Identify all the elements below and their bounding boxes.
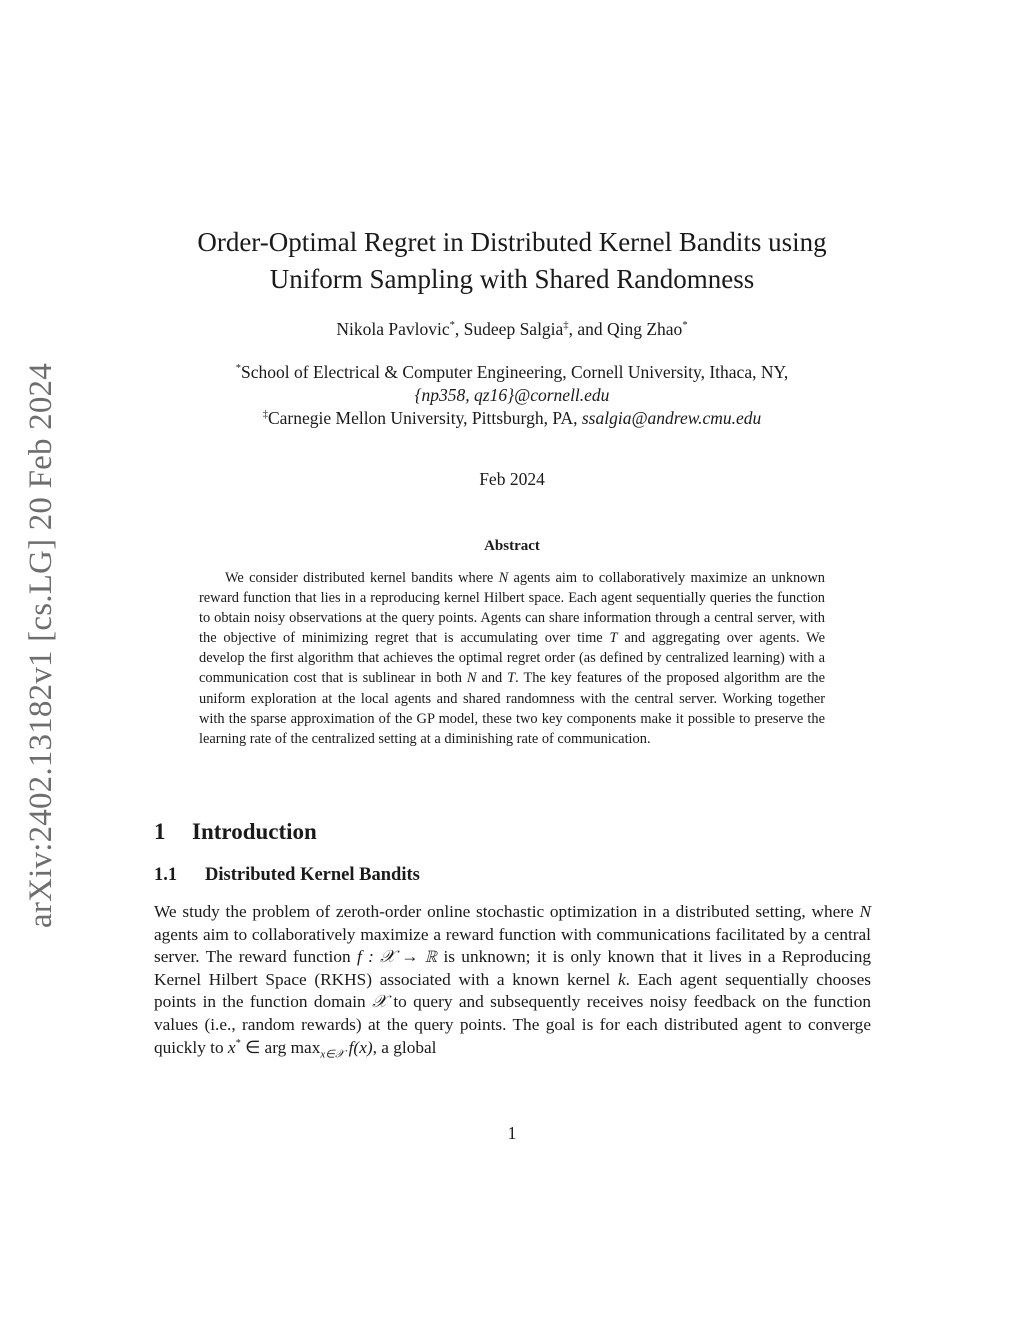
title-line-2: Uniform Sampling with Shared Randomness bbox=[269, 264, 755, 294]
affiliation-mark: ‡ bbox=[262, 409, 268, 420]
abstract-text: We consider distributed kernel bandits where bbox=[225, 570, 499, 586]
math-variable: T bbox=[609, 630, 618, 647]
body-text: , a global bbox=[372, 1037, 437, 1057]
affiliation-1-email: {np358, qz16}@cornell.edu bbox=[414, 385, 610, 405]
author-mark: * bbox=[682, 320, 688, 331]
abstract-text: and bbox=[476, 670, 508, 687]
math-subscript: x∈𝒳 bbox=[320, 1048, 345, 1061]
author-mark: * bbox=[449, 320, 455, 331]
body-text: . Each agent sequentially chooses points in the function domain bbox=[154, 969, 871, 1012]
math-variable: k bbox=[617, 969, 626, 989]
math-expression: f : 𝒳 → ℝ bbox=[356, 947, 438, 967]
math-expression: 𝒳 bbox=[372, 992, 387, 1012]
affiliation-mark: * bbox=[235, 363, 241, 374]
abstract-text: and aggregating over agents. We develop the first algorithm that achieves the optimal regret order (as defined by centralized learning) with a communication cost that is sublinear in both bbox=[199, 630, 825, 687]
paper-date: Feb 2024 bbox=[479, 469, 545, 489]
affiliation-text: Carnegie Mellon University, Pittsburgh, PA, bbox=[267, 408, 582, 428]
math-expression: f(x) bbox=[344, 1037, 373, 1057]
math-variable: T bbox=[507, 670, 516, 687]
author-separator: , bbox=[454, 319, 464, 339]
author-separator: , and bbox=[568, 319, 607, 339]
math-variable: N bbox=[859, 902, 871, 921]
math-variable: N bbox=[498, 570, 509, 586]
section-title: Introduction bbox=[192, 819, 317, 844]
author-name: Qing Zhao bbox=[606, 319, 683, 339]
arxiv-identifier bbox=[22, 355, 59, 935]
abstract-text: . The key features of the proposed algorithm are the uniform exploration at the local agents and shared randomness with the central server. Working together with the sparse approximation of the GP model, these two key components make it possible to preserve the learning rate of the centralized setting at a diminishing rate of communication. bbox=[199, 670, 825, 747]
intro-paragraph bbox=[154, 901, 871, 1066]
subsection-title: Distributed Kernel Bandits bbox=[205, 865, 420, 885]
page-number: 1 bbox=[507, 1123, 517, 1143]
body-text: We study the problem of zeroth-order online stochastic optimization in a distributed setting, where bbox=[154, 902, 860, 921]
subsection-number: 1.1 bbox=[154, 865, 178, 885]
affiliation-1 bbox=[120, 361, 904, 384]
abstract-text: agents aim to collaboratively maximize an unknown reward function that lies in a reproducing kernel Hilbert space. Each agent sequentially queries the function to obtain noisy observations at the query points. Agents can share information through a central server, with the objective of minimizing regret that is accumulating over time bbox=[199, 570, 825, 647]
affiliation-2-email: ssalgia@andrew.cmu.edu bbox=[581, 408, 762, 428]
affiliation-text: School of Electrical & Computer Engineering, Cornell University, Ithaca, NY, bbox=[241, 362, 789, 382]
author-mark: ‡ bbox=[563, 320, 569, 331]
affiliation-2 bbox=[120, 407, 904, 430]
author-name: Sudeep Salgia bbox=[463, 319, 564, 339]
math-superscript: * bbox=[235, 1037, 241, 1049]
math-expression: x bbox=[227, 1037, 236, 1057]
author-name: Nikola Pavlovic bbox=[336, 319, 450, 339]
body-text: to query and subsequently receives noisy feedback on the function values (i.e., random rewards) at the query points. The goal is for each distributed agent to converge quickly to bbox=[154, 992, 871, 1057]
body-text: is unknown; it is only known that it lives in a Reproducing Kernel Hilbert Space (RKHS) associated with a known kernel bbox=[154, 947, 871, 989]
body-text: agents aim to collaboratively maximize a reward function with communications facilitated by a central server. The reward function bbox=[154, 924, 871, 967]
section-number: 1 bbox=[154, 819, 166, 844]
subsection-heading bbox=[154, 865, 420, 886]
author-list bbox=[120, 319, 904, 340]
math-variable: N bbox=[466, 670, 477, 687]
title-line-1: Order-Optimal Regret in Distributed Kernel Bandits using bbox=[197, 227, 827, 257]
abstract-heading: Abstract bbox=[484, 538, 540, 554]
abstract-body bbox=[199, 568, 825, 749]
arxiv-identifier-text: arXiv:2402.13182v1 [cs.LG] 20 Feb 2024 bbox=[22, 362, 59, 928]
affiliations bbox=[120, 361, 904, 430]
section-heading bbox=[154, 819, 317, 845]
math-expression: ∈ arg max bbox=[240, 1037, 321, 1057]
paper-title bbox=[120, 224, 904, 298]
